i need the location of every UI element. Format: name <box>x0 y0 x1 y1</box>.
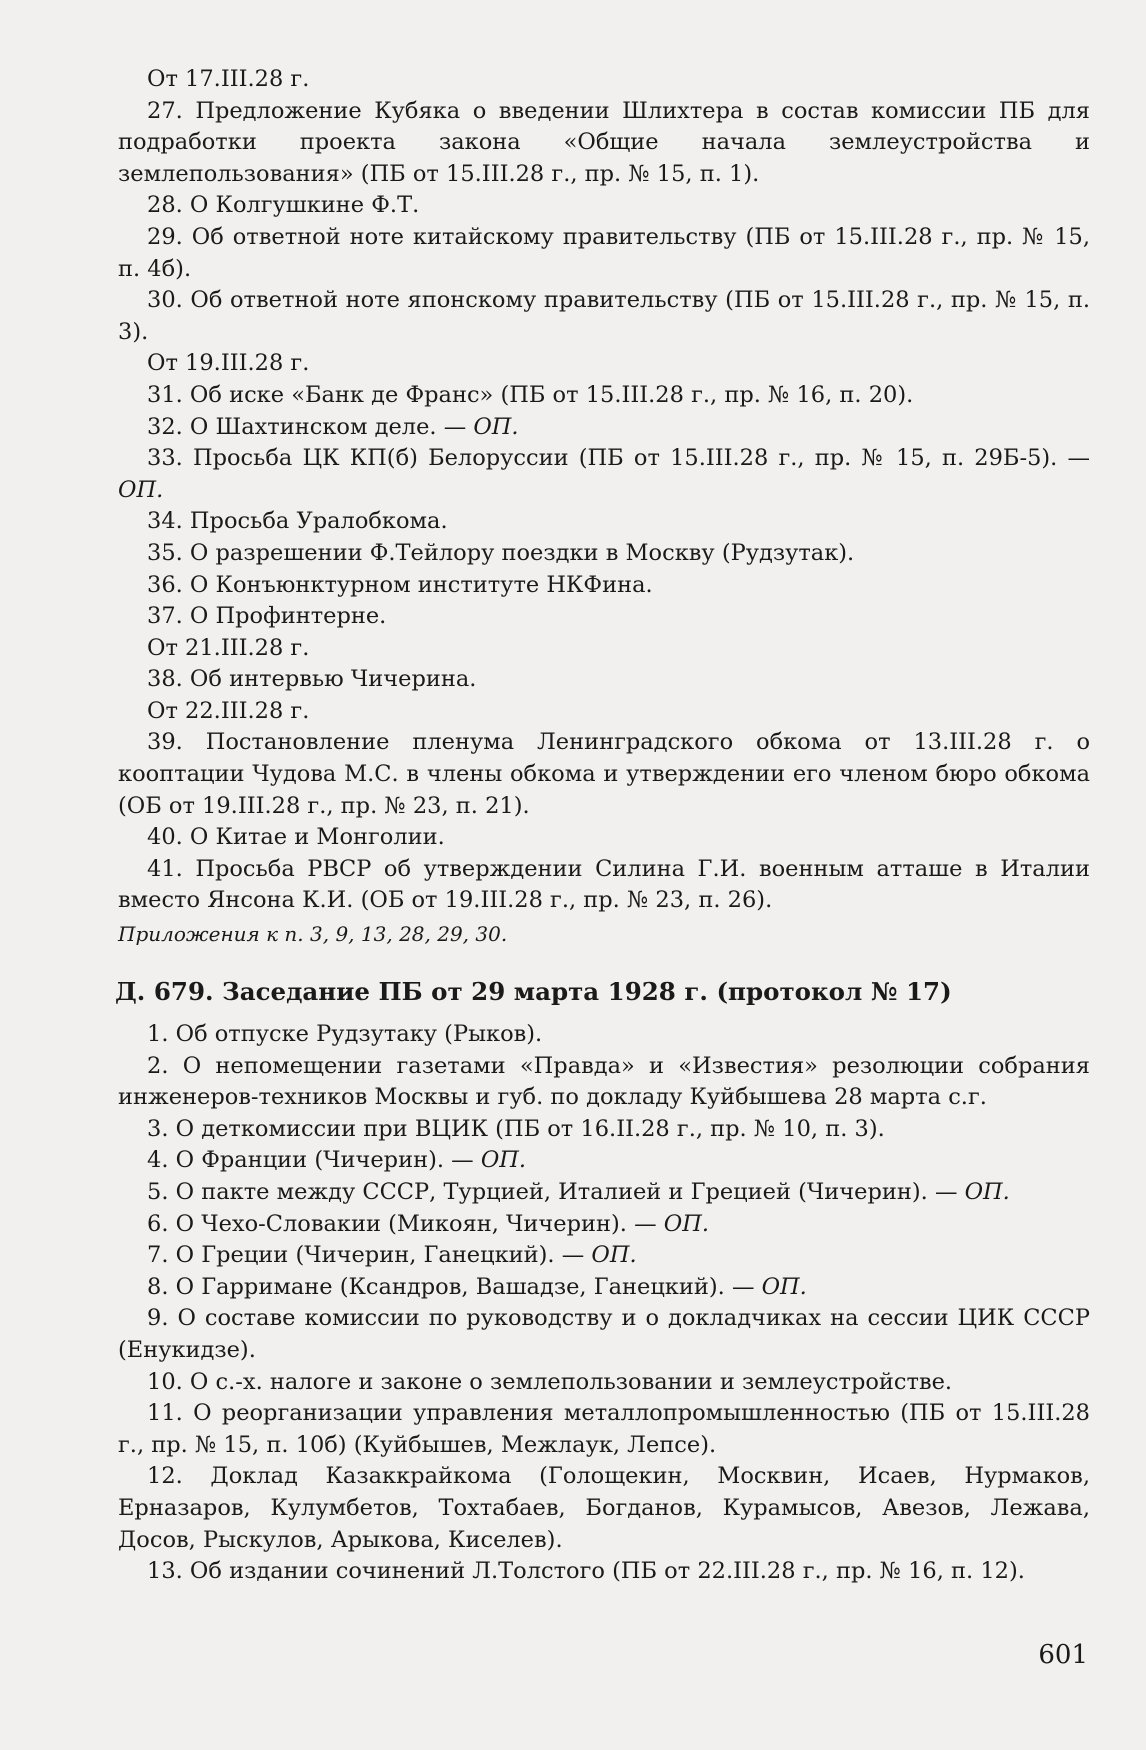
list-item: 41. Просьба РВСР об утверждении Силина Г.И. военным атташе в Италии вместо Янсона К.И. (ОБ от 19.III.28 г., пр. № 23, п. 26). <box>118 855 1090 914</box>
list-item: 1. Об отпуске Рудзутаку (Рыков). <box>147 1021 543 1048</box>
list-item <box>118 1177 1090 1209</box>
op-marker: ОП. <box>761 1273 807 1300</box>
item-text: 33. Просьба ЦК КП(б) Белоруссии (ПБ от 15.III.28 г., пр. № 15, п. 29Б-5). — <box>147 445 1090 472</box>
item-text: 5. О пакте между СССР, Турцией, Италией и Грецией (Чичерин). — <box>147 1179 958 1205</box>
item-text: 7. О Греции (Чичерин, Ганецкий). — <box>147 1242 585 1269</box>
date-line: От 22.III.28 г. <box>147 697 310 724</box>
list-item: 27. Предложение Кубяка о введении Шлихтера в состав комиссии ПБ для подработки проекта закона «Общие начала землеустройства и землепользования» (ПБ от 15.III.28 г., пр. № 15, п. 1). <box>118 97 1090 187</box>
op-marker: ОП. <box>118 476 164 503</box>
list-item <box>118 1240 1090 1272</box>
list-item: 11. О реорганизации управления металлопромышленностью (ПБ от 15.III.28 г., пр. № 15, п. 10б) (Куйбышев, Межлаук, Лепсе). <box>118 1400 1090 1458</box>
date-line: От 21.III.28 г. <box>147 634 310 661</box>
list-item: 39. Постановление пленума Ленинградского обкома от 13.III.28 г. о кооптации Чудова М.С. в члены обкома и утверждении его членом бюро обкома (ОБ от 19.III.28 г., пр. № 23, п. 21). <box>118 729 1090 819</box>
list-item: 38. Об интервью Чичерина. <box>147 666 477 693</box>
list-item: 10. О с.-х. налоге и законе о землепользовании и землеустройстве. <box>147 1368 953 1395</box>
list-item: 13. Об издании сочинений Л.Толстого (ПБ от 22.III.28 г., пр. № 16, п. 12). <box>147 1558 1025 1585</box>
list-item: 40. О Китае и Монголии. <box>147 824 445 851</box>
list-item <box>118 1209 1090 1241</box>
date-line: От 19.III.28 г. <box>147 350 310 377</box>
page-number: 601 <box>1038 1640 1088 1670</box>
op-marker: ОП. <box>473 413 519 440</box>
list-item: 37. О Профинтерне. <box>147 603 387 630</box>
protocol-17 <box>115 975 1090 1588</box>
list-item <box>118 443 1090 506</box>
list-item <box>118 412 1090 444</box>
list-item <box>118 1272 1090 1304</box>
date-line: От 17.III.28 г. <box>147 66 310 92</box>
list-item: 29. Об ответной ноте китайскому правительству (ПБ от 15.III.28 г., пр. № 15, п. 4б). <box>118 223 1090 282</box>
appendix-note: Приложения к п. 3, 9, 13, 28, 29, 30. <box>118 922 508 947</box>
item-text: 32. О Шахтинском деле. — <box>147 413 467 440</box>
list-item: 3. О деткомиссии при ВЦИК (ПБ от 16.II.28 г., пр. № 10, п. 3). <box>147 1115 885 1142</box>
item-text: 8. О Гарримане (Ксандров, Вашадзе, Ганецкий). — <box>147 1273 755 1300</box>
list-item: 30. Об ответной ноте японскому правительству (ПБ от 15.III.28 г., пр. № 15, п. 3). <box>118 287 1090 345</box>
item-text: 4. О Франции (Чичерин). — <box>147 1147 474 1174</box>
op-marker: ОП. <box>480 1147 527 1174</box>
op-marker: ОП. <box>663 1210 709 1237</box>
list-item: 2. О непомещении газетами «Правда» и «Известия» резолюции собрания инженеров-техников Москвы и губ. по докладу Куйбышева 28 марта с.г. <box>118 1052 1090 1111</box>
list-item <box>118 1145 1090 1177</box>
list-item: 9. О составе комиссии по руководству и о докладчиках на сессии ЦИК СССР (Енукидзе). <box>118 1305 1090 1363</box>
item-text: 6. О Чехо-Словакии (Микоян, Чичерин). — <box>147 1210 657 1237</box>
protocol-list-continued <box>118 64 1090 949</box>
list-item: 12. Доклад Казаккрайкома (Голощекин, Москвин, Исаев, Нурмаков, Ерназаров, Кулумбетов, Тохтабаев, Богданов, Курамысов, Авезов, Лежава, Досов, Рыскулов, Арыкова, Киселев). <box>118 1463 1090 1553</box>
op-marker: ОП. <box>591 1242 637 1269</box>
op-marker: ОП. <box>964 1179 1010 1205</box>
list-item: 28. О Колгушкине Ф.Т. <box>147 192 420 219</box>
section-heading: Д. 679. Заседание ПБ от 29 марта 1928 г. (протокол № 17) <box>115 977 952 1007</box>
list-item: 34. Просьба Уралобкома. <box>147 508 448 535</box>
list-item: 35. О разрешении Ф.Тейлору поездки в Москву (Рудзутак). <box>147 539 855 566</box>
list-item: 31. Об иске «Банк де Франс» (ПБ от 15.III.28 г., пр. № 16, п. 20). <box>147 381 914 408</box>
list-item: 36. О Конъюнктурном институте НКФина. <box>147 571 653 598</box>
